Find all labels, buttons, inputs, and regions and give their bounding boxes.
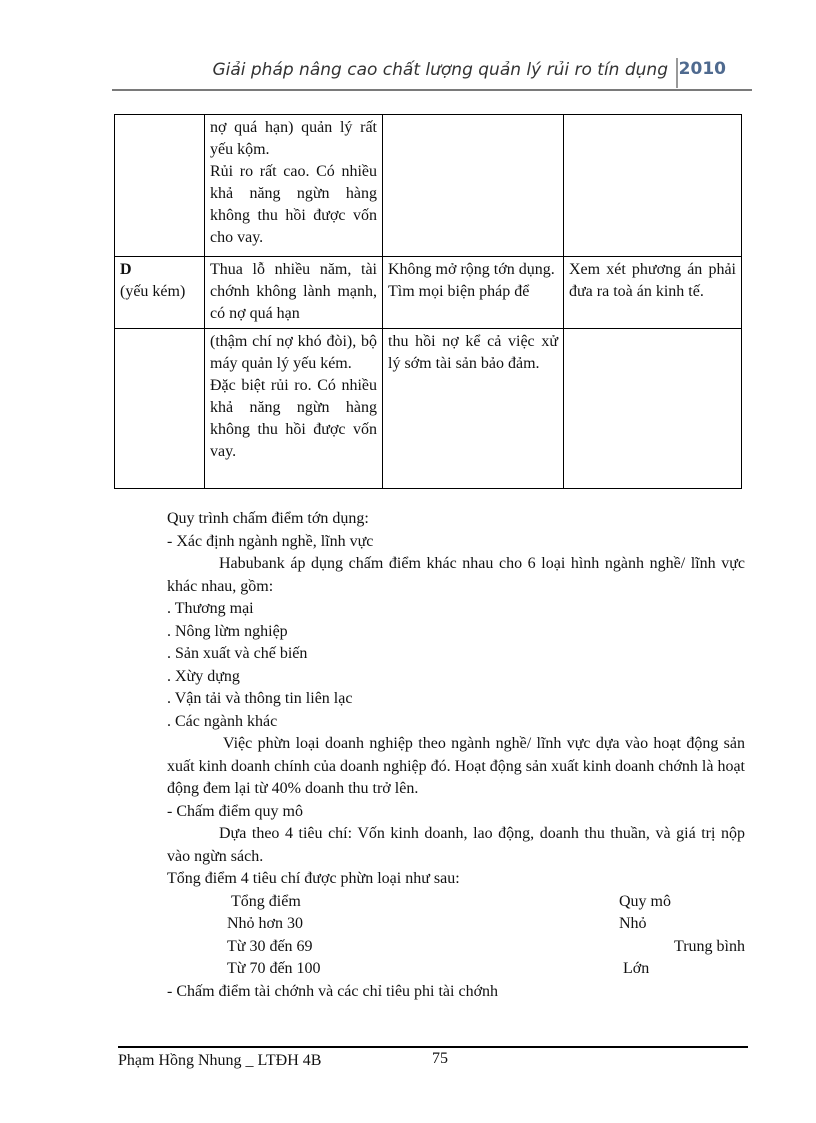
sector-item: . Vận tải và thông tin liên lạc <box>167 690 353 707</box>
page-number: 75 <box>432 1050 448 1067</box>
action-cell <box>564 257 742 329</box>
step-industry: - Xác định ngành nghề, lĩnh vực <box>167 532 374 550</box>
description-text: Đặc biệt rủi ro. Có nhiều khả năng ngừn hàng không thu hồi được vốn vay. <box>210 377 377 460</box>
score-range: Nhỏ hơn 30 <box>227 915 304 932</box>
sector-item: . Sản xuất và chế biến <box>167 645 308 662</box>
grade-label: (yếu kém) <box>120 283 186 300</box>
description-cell <box>205 257 383 329</box>
description-text: (thậm chí nợ khó đòi), bộ máy quản lý yếu kém. <box>210 333 377 372</box>
sector-item: . Xừy dựng <box>167 667 240 685</box>
footer-author: Phạm Hồng Nhung _ LTĐH 4B <box>118 1052 322 1069</box>
step-scale: - Chấm điểm quy mô <box>167 802 303 820</box>
score-header-right: Quy mô <box>619 892 671 910</box>
grade-letter: D <box>120 261 132 278</box>
score-range: Từ 30 đến 69 <box>227 937 313 955</box>
description-cell <box>205 329 383 489</box>
policy-cell <box>383 115 564 257</box>
policy-text: Không mở rộng tớn dụng. <box>388 261 555 278</box>
description-cell <box>205 115 383 257</box>
description-text: Rủi ro rất cao. Có nhiều khả năng ngừn hàng không thu hồi được vốn cho vay. <box>210 163 377 246</box>
policy-cell <box>383 329 564 489</box>
score-size: Lớn <box>623 960 650 977</box>
credit-rating-table <box>114 114 742 489</box>
score-range: Từ 70 đến 100 <box>227 960 321 977</box>
page-header <box>112 58 752 90</box>
grade-cell <box>115 257 205 329</box>
score-row <box>167 936 745 959</box>
table-row <box>115 257 742 329</box>
score-row <box>167 913 745 936</box>
procedure-intro: Quy trình chấm điểm tớn dụng: <box>167 510 369 527</box>
score-size: Trung bình <box>674 937 745 955</box>
action-text: Xem xét phương án phải đưa ra toà án kinh tế. <box>569 261 736 300</box>
description-text: nợ quá hạn) quản lý rất yếu kộm. <box>210 119 377 158</box>
criteria-paragraph: Dựa theo 4 tiêu chí: Vốn kinh doanh, lao động, doanh thu thuần, và giá trị nộp vào ngừn sách. <box>167 825 745 865</box>
sector-item: . Các ngành khác <box>167 712 278 730</box>
description-text: Thua lỗ nhiều năm, tài chớnh không lành mạnh, có nợ quá hạn <box>210 261 377 322</box>
habubank-paragraph: Habubank áp dụng chấm điểm khác nhau cho 6 loại hình ngành nghề/ lĩnh vực khác nhau, gồm: <box>167 555 745 595</box>
table-row <box>115 115 742 257</box>
score-size: Nhỏ <box>619 915 647 932</box>
sector-item: . Nông lừm nghiệp <box>167 622 288 640</box>
header-rule <box>112 89 752 91</box>
score-header-row <box>167 891 745 914</box>
header-title: Giải pháp nâng cao chất lượng quản lý rủi ro tín dụng <box>212 60 668 80</box>
score-row <box>167 958 745 981</box>
step-financial: - Chấm điểm tài chớnh và các chỉ tiêu phi tài chớnh <box>167 982 499 1000</box>
action-cell <box>564 329 742 489</box>
action-cell <box>564 115 742 257</box>
policy-cell <box>383 257 564 329</box>
header-year: 2010 <box>678 59 726 79</box>
policy-text: thu hồi nợ kể cả việc xử lý sớm tài sản bảo đảm. <box>388 333 558 372</box>
table-row <box>115 329 742 489</box>
sector-item: . Thương mại <box>167 600 254 617</box>
score-header-left: Tổng điểm <box>231 892 301 910</box>
policy-text: Tìm mọi biện pháp để <box>388 283 530 300</box>
grade-cell <box>115 329 205 489</box>
footer-rule <box>118 1046 748 1048</box>
body-text <box>167 508 745 1003</box>
total-intro: Tổng điểm 4 tiêu chí được phừn loại như sau: <box>167 870 460 887</box>
classification-paragraph: Việc phừn loại doanh nghiệp theo ngành nghề/ lĩnh vực dựa vào hoạt động sản xuất kinh doanh chính của doanh nghiệp đó. Hoạt động sản xuất kinh doanh chớnh là hoạt động đem lại từ 40% doanh thu trở lên. <box>167 735 745 797</box>
grade-cell <box>115 115 205 257</box>
